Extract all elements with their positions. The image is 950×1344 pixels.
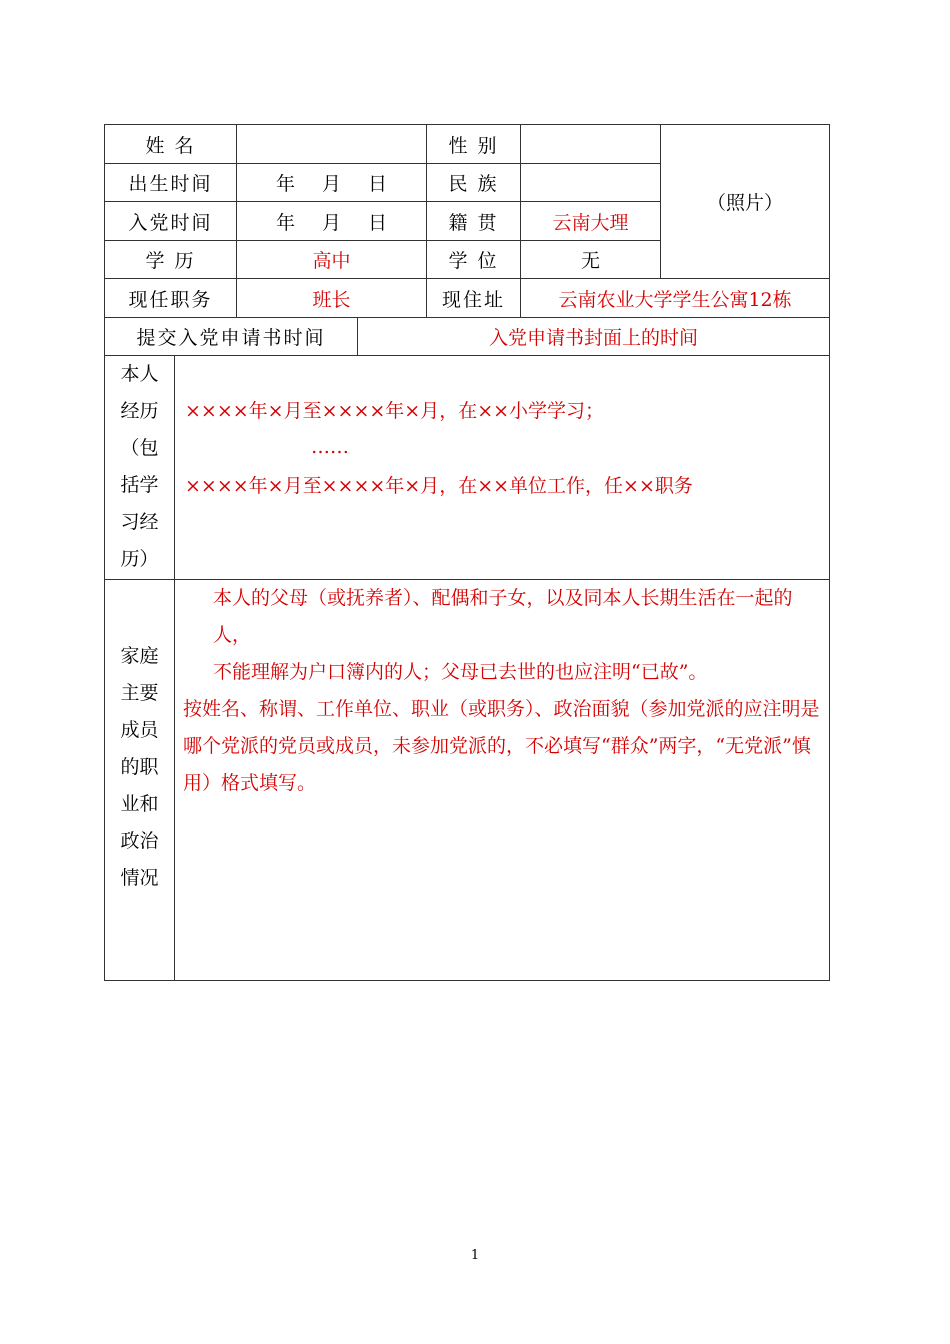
origin-label: 籍 贯 [427, 202, 521, 241]
photo-placeholder: （照片） [661, 125, 830, 279]
family-instruction-1: 本人的父母（或抚养者）、配偶和子女，以及同本人长期生活在一起的人， [213, 587, 793, 646]
experience-label-line: 习经 [120, 511, 159, 533]
birth-year-unit: 年 [276, 173, 296, 195]
birth-month-unit: 月 [322, 173, 342, 195]
party-member-form [104, 124, 830, 981]
family-label-line: 政治 [120, 830, 159, 852]
join-year-unit: 年 [276, 211, 296, 234]
ethnicity-label: 民 族 [427, 164, 521, 202]
experience-field[interactable] [175, 356, 830, 580]
address-label: 现住址 [427, 279, 521, 318]
education-field[interactable]: 高中 [237, 241, 427, 279]
address-field[interactable]: 云南农业大学学生公寓12栋 [521, 279, 830, 318]
degree-label: 学 位 [427, 241, 521, 279]
experience-line: ××××年×月至××××年×月，在××小学学习； [185, 400, 605, 422]
birth-day-unit: 日 [368, 173, 388, 195]
family-label-line: 家庭 [120, 645, 159, 667]
join-month-unit: 月 [322, 211, 342, 234]
family-instruction-2: 不能理解为户口簿内的人；父母已去世的也应注明“已故”。 [213, 661, 708, 683]
experience-line: ××××年×月至××××年×月，在××单位工作，任××职务 [185, 475, 693, 497]
family-label-line: 成员 [120, 719, 159, 741]
experience-ellipsis: …… [311, 436, 349, 458]
experience-label-line: 经历 [120, 400, 159, 422]
family-label-line: 业和 [120, 793, 159, 815]
family-label-line: 的职 [120, 756, 159, 778]
experience-label-line: 历） [120, 548, 159, 570]
family-instruction-3: 按姓名、称谓、工作单位、职业（或职务）、政治面貌（参加党派的应注明是哪个党派的党员或成员，未参加党派的，不必填写“群众”两字，“无党派”慎用）格式填写。 [183, 698, 820, 794]
family-label-line: 情况 [120, 867, 159, 889]
family-label-line: 主要 [120, 682, 159, 704]
name-label: 姓 名 [105, 125, 237, 164]
experience-label-line: 括学 [120, 474, 159, 496]
join-day-unit: 日 [368, 211, 388, 234]
degree-field[interactable]: 无 [521, 241, 661, 279]
position-field[interactable]: 班长 [237, 279, 427, 318]
birth-label: 出生时间 [105, 164, 237, 202]
family-label [105, 580, 175, 981]
name-field[interactable] [237, 125, 427, 164]
submit-date-label: 提交入党申请书时间 [105, 318, 358, 356]
education-label: 学 历 [105, 241, 237, 279]
submit-date-field[interactable]: 入党申请书封面上的时间 [358, 318, 830, 356]
join-date-label: 入党时间 [105, 202, 237, 241]
experience-label-line: 本人 [120, 363, 159, 385]
gender-field[interactable] [521, 125, 661, 164]
page-number: 1 [470, 1248, 480, 1263]
origin-field[interactable]: 云南大理 [521, 202, 661, 241]
position-label: 现任职务 [105, 279, 237, 318]
experience-label-line: （包 [120, 437, 159, 459]
join-date-field[interactable] [237, 202, 427, 241]
birth-date-field[interactable] [237, 164, 427, 202]
family-field[interactable] [175, 580, 830, 981]
ethnicity-field[interactable] [521, 164, 661, 202]
gender-label: 性 别 [427, 125, 521, 164]
experience-label [105, 356, 175, 580]
